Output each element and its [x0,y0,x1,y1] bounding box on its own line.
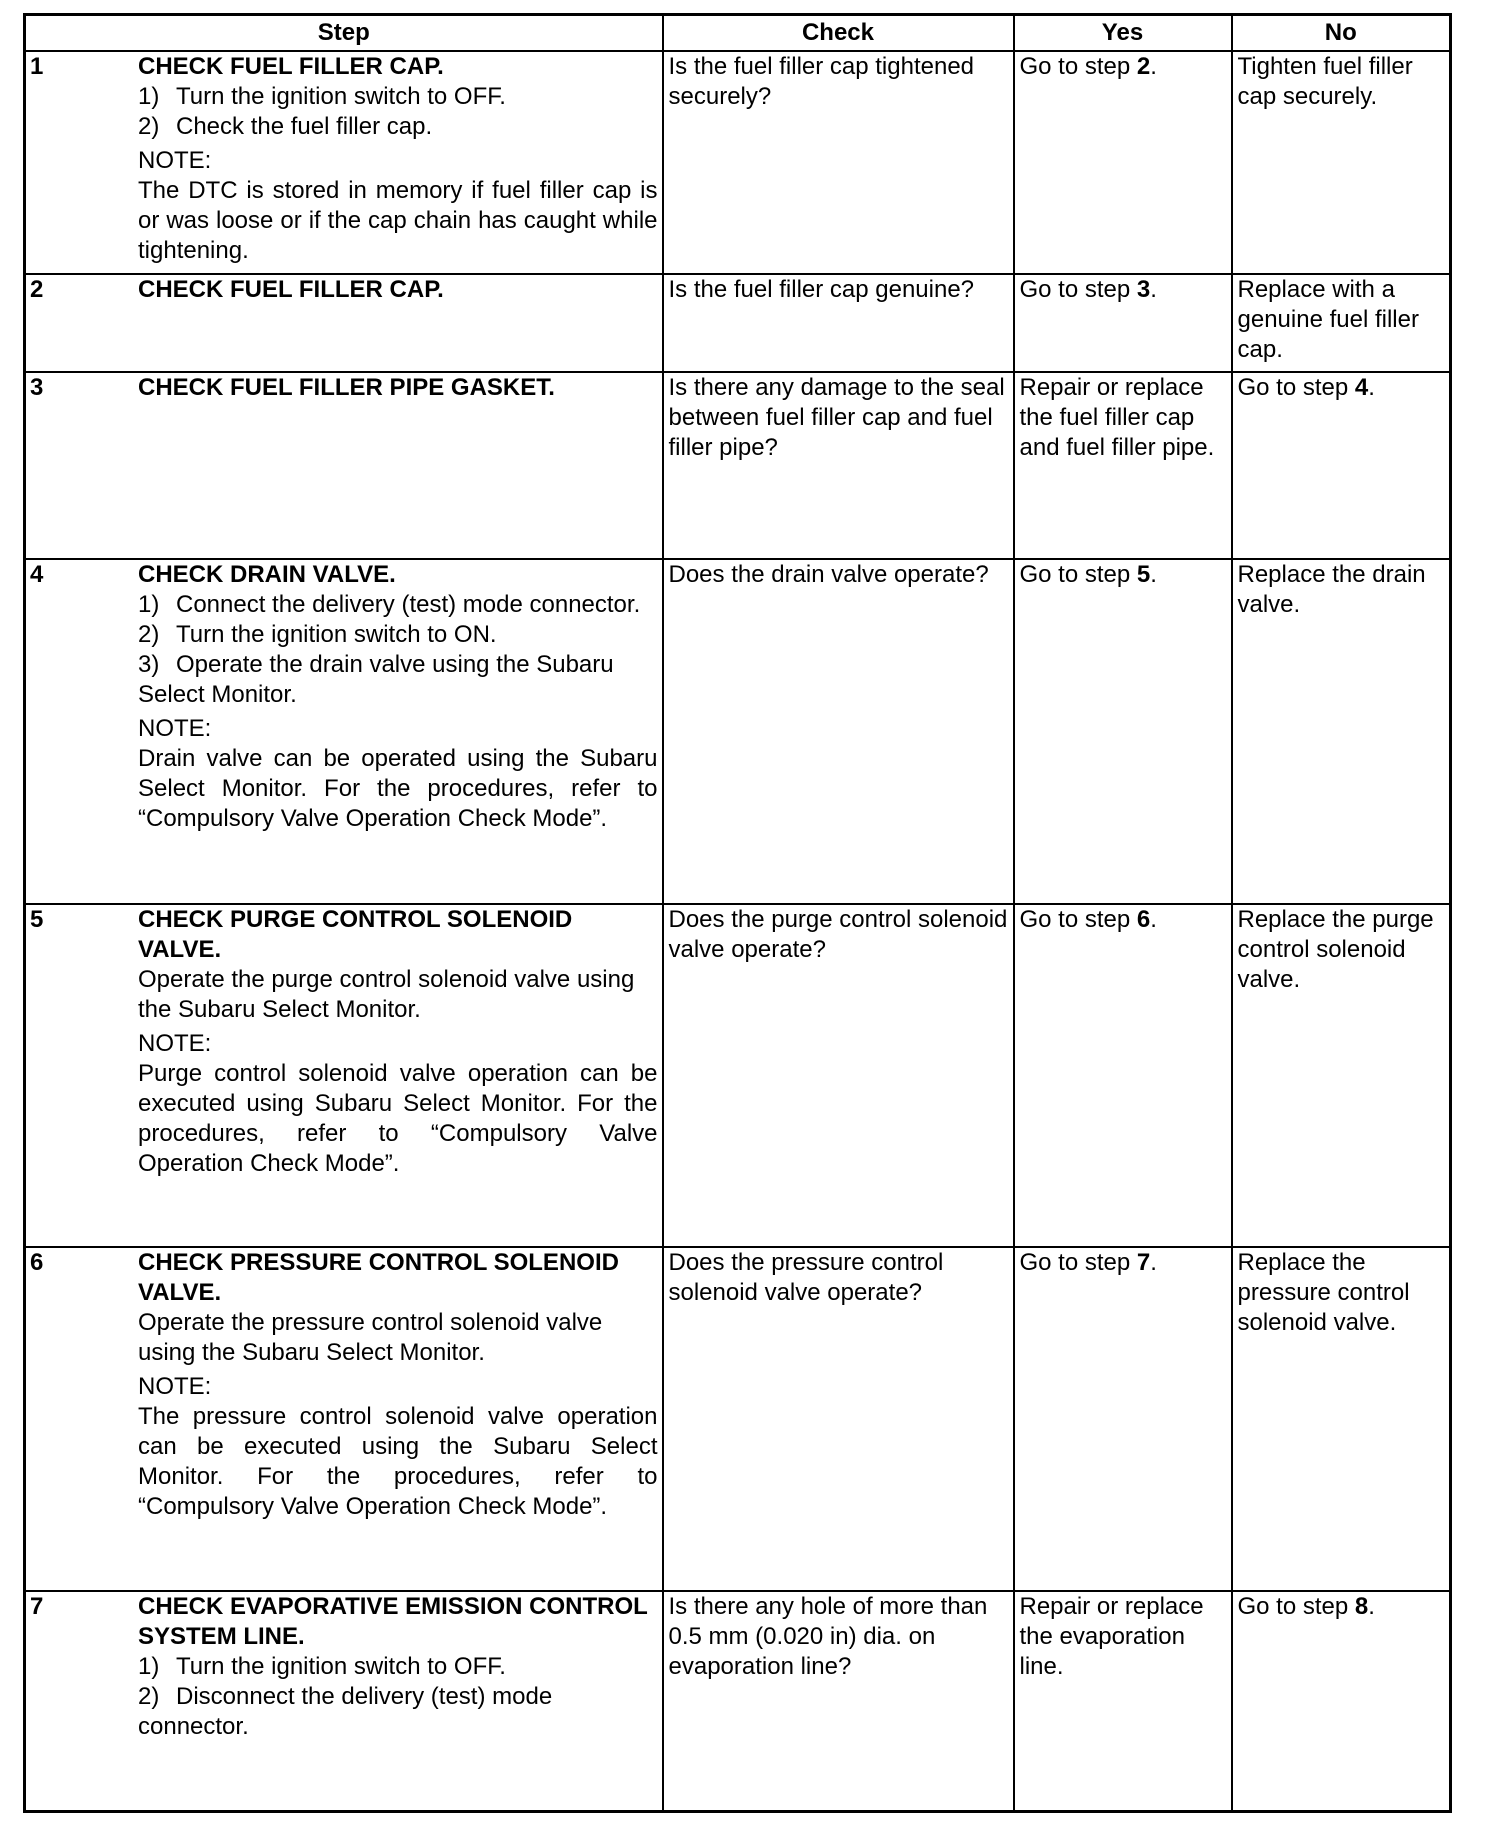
sub-step-text: Turn the ignition switch to OFF. [176,83,506,110]
note-text: The pressure control solenoid valve operation can be executed using the Subaru Select Monitor. For the procedures, refer to “Compulsory Valve Operation Check Mode”. [138,1403,658,1520]
yes-text [1015,1248,1231,1278]
yes-prefix: Go to step [1019,53,1137,80]
step-number: 1 [30,53,44,80]
no-prefix: Go to step [1237,1593,1355,1620]
note-text: Purge control solenoid valve operation can be executed using Subaru Select Monitor. For the procedures, refer to “Compulsory Valve Operation Check Mode”. [138,1060,658,1177]
step-text: Operate the pressure control solenoid valve using the Subaru Select Monitor. [138,1309,603,1366]
note-text: The DTC is stored in memory if fuel filler cap is or was loose or if the cap chain has caught while tightening. [138,177,658,264]
yes-text: Repair or replace the evaporation line. [1019,1593,1204,1680]
no-cell [1232,274,1451,372]
sub-step-number: 2) [138,113,160,140]
step-title: CHECK EVAPORATIVE EMISSION CONTROL SYSTEM LINE. [138,1593,648,1650]
no-cell [1232,559,1451,904]
no-text: Replace the pressure control solenoid valve. [1237,1249,1410,1336]
header-check: Check [663,15,1014,52]
sub-step [138,650,658,710]
sub-step-number: 1) [138,83,160,110]
note-label: NOTE: [138,1373,212,1400]
check-text: Is there any damage to the seal between fuel filler cap and fuel filler pipe? [668,374,1005,461]
yes-text: Repair or replace the fuel filler cap and fuel filler pipe. [1019,374,1215,461]
no-step-number: 8 [1354,1593,1369,1620]
step-cell [25,1591,663,1812]
check-cell [663,559,1014,904]
step-number: 5 [30,906,44,933]
yes-step-number: 2 [1136,53,1151,80]
yes-step-number: 7 [1136,1249,1151,1276]
step-cell [25,372,663,559]
step-text: Operate the purge control solenoid valve using the Subaru Select Monitor. [138,966,635,1023]
no-text: Replace the drain valve. [1237,561,1426,618]
yes-step-number: 5 [1136,561,1151,588]
step-title: CHECK FUEL FILLER CAP. [138,276,444,303]
yes-cell [1014,372,1232,559]
header-row [25,15,1451,52]
sub-step [138,112,658,142]
sub-step-text: Turn the ignition switch to OFF. [176,1653,506,1680]
sub-step [138,82,658,112]
sub-step-text: Operate the drain valve using the Subaru Select Monitor. [138,651,614,708]
no-prefix: Go to step [1237,374,1355,401]
check-text: Is there any hole of more than 0.5 mm (0.020 in) dia. on evaporation line? [668,1593,988,1680]
check-text: Does the drain valve operate? [668,561,989,588]
sub-step-number: 2) [138,1683,160,1710]
no-text: Tighten fuel filler cap securely. [1237,53,1413,110]
no-cell [1232,904,1451,1247]
no-text: Replace with a genuine fuel filler cap. [1237,276,1419,363]
yes-cell [1014,1247,1232,1591]
diagnostic-table [23,13,1452,1813]
step-number: 4 [30,561,44,588]
header-no: No [1232,15,1451,52]
table-row [25,51,1451,274]
check-cell [663,274,1014,372]
sub-step [138,620,658,650]
yes-step-number: 3 [1136,276,1151,303]
sub-step-number: 2) [138,621,160,648]
no-cell [1232,51,1451,274]
no-suffix: . [1368,374,1375,401]
step-title: CHECK FUEL FILLER PIPE GASKET. [138,374,555,401]
step-cell [25,51,663,274]
yes-prefix: Go to step [1019,561,1137,588]
no-text: Replace the purge control solenoid valve. [1237,906,1434,993]
yes-suffix: . [1150,276,1157,303]
yes-cell [1014,274,1232,372]
step-number: 3 [30,374,44,401]
step-title: CHECK PRESSURE CONTROL SOLENOID VALVE. [138,1249,619,1306]
header-step: Step [25,15,663,52]
step-cell [25,1247,663,1591]
no-cell [1232,1247,1451,1591]
step-title: CHECK FUEL FILLER CAP. [138,53,444,80]
step-title: CHECK PURGE CONTROL SOLENOID VALVE. [138,906,573,963]
no-text [1233,1592,1450,1622]
table-row [25,274,1451,372]
note-label: NOTE: [138,1030,212,1057]
table-row [25,904,1451,1247]
yes-text [1015,52,1231,82]
yes-cell [1014,1591,1232,1812]
sub-step-text: Check the fuel filler cap. [176,113,433,140]
no-text [1233,373,1450,403]
check-text: Does the pressure control solenoid valve operate? [668,1249,944,1306]
step-title: CHECK DRAIN VALVE. [138,561,396,588]
check-text: Does the purge control solenoid valve operate? [668,906,1008,963]
check-text: Is the fuel filler cap tightened securely? [668,53,975,110]
table-row [25,559,1451,904]
sub-step-number: 3) [138,651,160,678]
yes-text [1015,275,1231,305]
table-row [25,372,1451,559]
sub-step [138,1652,658,1682]
yes-suffix: . [1150,1249,1157,1276]
yes-suffix: . [1150,53,1157,80]
yes-step-number: 6 [1136,906,1151,933]
yes-prefix: Go to step [1019,906,1137,933]
step-cell [25,559,663,904]
yes-prefix: Go to step [1019,1249,1137,1276]
yes-cell [1014,51,1232,274]
yes-suffix: . [1150,906,1157,933]
check-cell [663,1591,1014,1812]
sub-step-number: 1) [138,591,160,618]
yes-cell [1014,559,1232,904]
sub-step-text: Connect the delivery (test) mode connector. [176,591,641,618]
check-text: Is the fuel filler cap genuine? [668,276,975,303]
step-number: 7 [30,1593,44,1620]
table-row [25,1247,1451,1591]
check-cell [663,51,1014,274]
step-number: 6 [30,1249,44,1276]
header-yes: Yes [1014,15,1232,52]
check-cell [663,372,1014,559]
yes-prefix: Go to step [1019,276,1137,303]
sub-step [138,590,658,620]
step-cell [25,274,663,372]
sub-step-text: Disconnect the delivery (test) mode connector. [138,1683,553,1740]
sub-step-text: Turn the ignition switch to ON. [176,621,497,648]
sub-step-number: 1) [138,1653,160,1680]
no-cell [1232,1591,1451,1812]
no-cell [1232,372,1451,559]
note-text: Drain valve can be operated using the Subaru Select Monitor. For the procedures, refer to “Compulsory Valve Operation Check Mode”. [138,745,658,832]
sub-step [138,1682,658,1742]
yes-text [1015,560,1231,590]
no-suffix: . [1368,1593,1375,1620]
no-step-number: 4 [1354,374,1369,401]
check-cell [663,1247,1014,1591]
yes-cell [1014,904,1232,1247]
step-number: 2 [30,276,44,303]
yes-text [1015,905,1231,935]
note-label: NOTE: [138,715,212,742]
check-cell [663,904,1014,1247]
table-row [25,1591,1451,1812]
yes-suffix: . [1150,561,1157,588]
step-cell [25,904,663,1247]
note-label: NOTE: [138,147,212,174]
